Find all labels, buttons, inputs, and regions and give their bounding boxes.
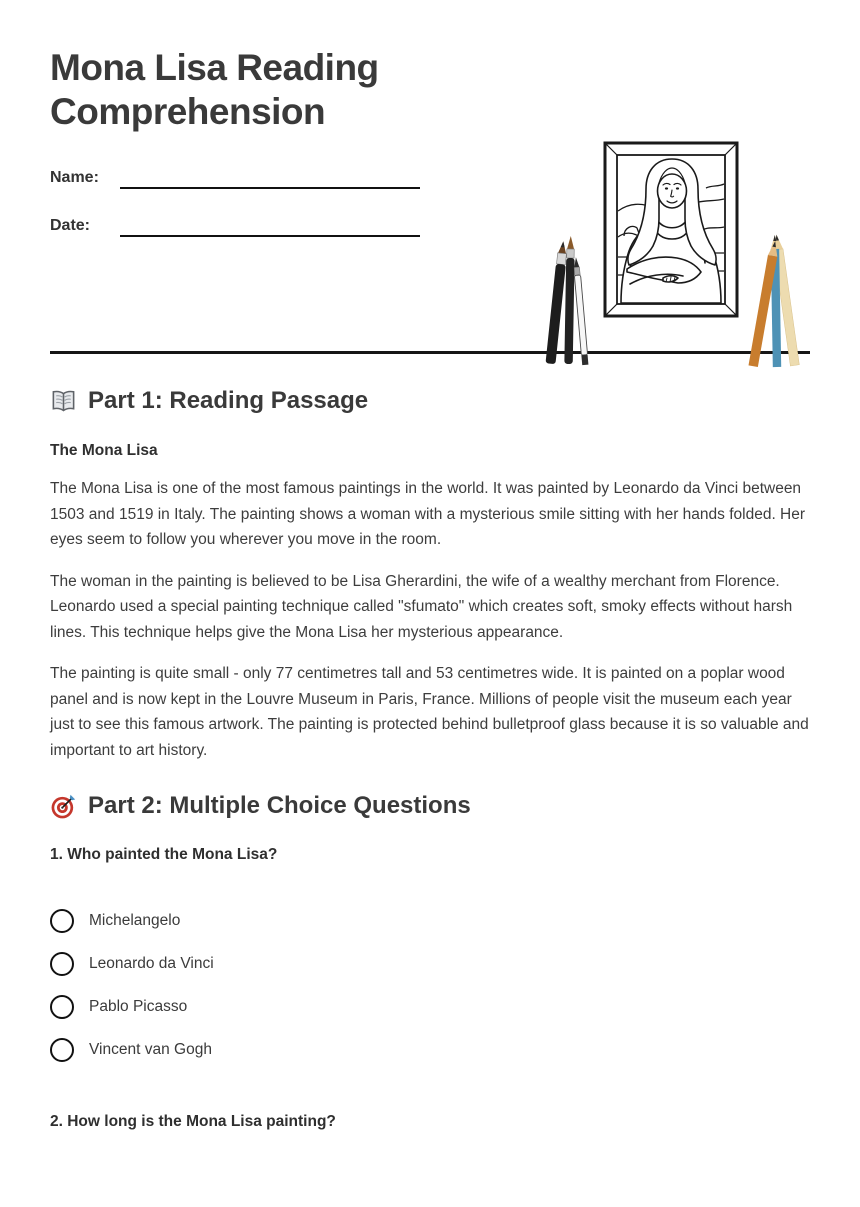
date-label: Date: (50, 217, 91, 234)
radio-button-pablo-picasso[interactable] (50, 995, 74, 1019)
worksheet-page (0, 46, 860, 1207)
open-book-icon (50, 388, 77, 415)
page-title: Mona Lisa Reading Comprehension (50, 47, 379, 132)
question-1-options (50, 909, 810, 1062)
colored-pencils-icon (748, 234, 799, 367)
option-label: Leonardo da Vinci (89, 955, 214, 972)
option-label: Vincent van Gogh (89, 1041, 212, 1058)
passage-paragraph: The Mona Lisa is one of the most famous paintings in the world. It was painted by Leonardo da Vinci between 1503 and 1519 in Italy. The painting shows a woman with a mysterious smile sitting with her hands folded. Her eyes seem to follow you wherever you move in the room. (50, 480, 806, 548)
question-1-label: 1. Who painted the Mona Lisa? (50, 846, 278, 863)
passage-title: The Mona Lisa (50, 442, 158, 459)
part2-section (50, 792, 810, 1131)
name-label: Name: (50, 169, 99, 186)
part1-section (50, 387, 810, 763)
radio-button-michelangelo[interactable] (50, 909, 74, 933)
part2-heading (50, 792, 810, 820)
passage-paragraph: The woman in the painting is believed to be Lisa Gherardini, the wife of a wealthy merchant from Florence. Leonardo used a special painting technique called "sfumato" which creates soft, smoky effects without harsh lines. This technique helps give the Mona Lisa her mysterious appearance. (50, 572, 793, 641)
question-2-label: 2. How long is the Mona Lisa painting? (50, 1113, 336, 1130)
part2-heading-text: Part 2: Multiple Choice Questions (88, 792, 471, 819)
option-label: Pablo Picasso (89, 998, 188, 1015)
option-label: Michelangelo (89, 912, 181, 929)
paintbrushes-icon (545, 236, 588, 365)
option-row (50, 952, 810, 976)
option-row (50, 1038, 810, 1062)
radio-button-vincent-van-gogh[interactable] (50, 1038, 74, 1062)
part1-heading-text: Part 1: Reading Passage (88, 387, 369, 414)
date-input-line[interactable] (120, 215, 420, 237)
part1-heading (50, 387, 810, 415)
worksheet-illustration (520, 131, 820, 376)
option-row (50, 995, 810, 1019)
option-row (50, 909, 810, 933)
passage-paragraph: The painting is quite small - only 77 centimetres tall and 53 centimetres wide. It is painted on a poplar wood panel and is now kept in the Louvre Museum in Paris, France. Millions of people visit the museum each year just to see this famous artwork. The painting is protected behind bulletproof glass because it is so valuable and important to art history. (50, 665, 809, 759)
radio-button-leonardo-da-vinci[interactable] (50, 952, 74, 976)
reading-passage (50, 476, 810, 763)
name-input-line[interactable] (120, 167, 420, 189)
dartboard-icon (50, 793, 77, 820)
